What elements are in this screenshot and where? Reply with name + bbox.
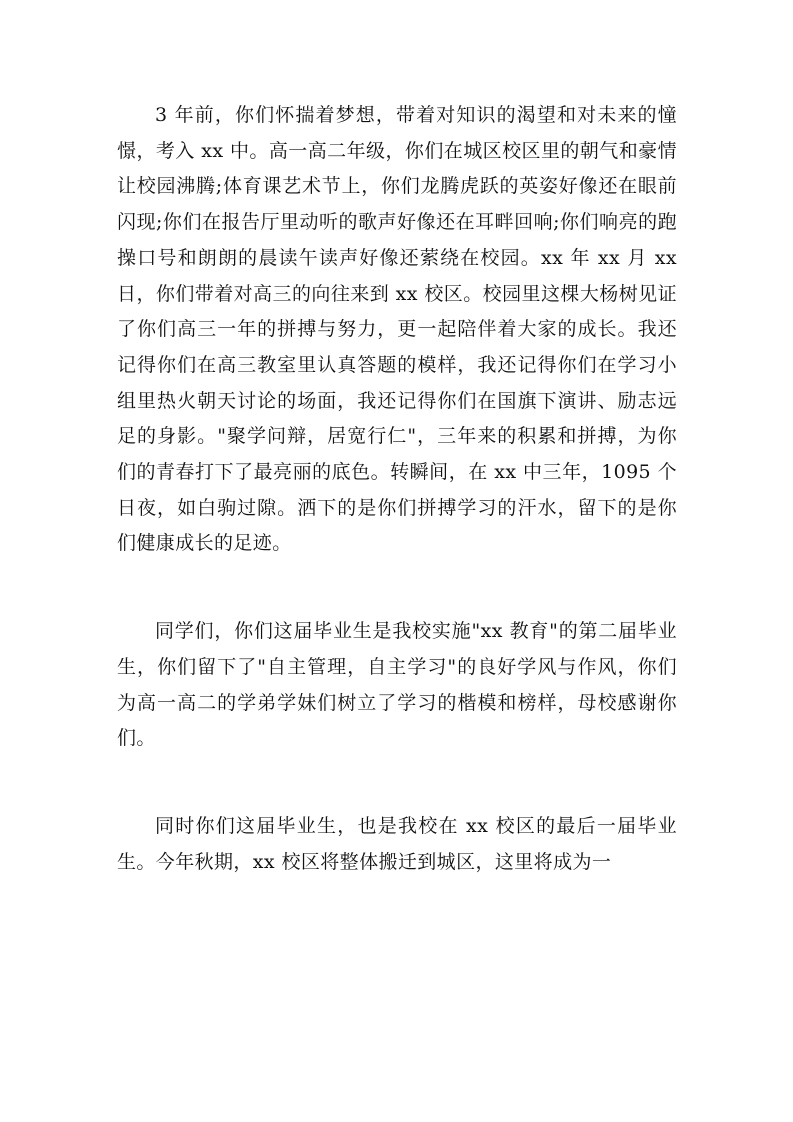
document-body [117, 98, 677, 880]
paragraph-graduates-thanks: 同学们，你们这届毕业生是我校实施"xx 教育"的第二届毕业生，你们留下了"自主管理，自主学习"的良好学风与作风，你们为高一高二的学弟学妹们树立了学习的楷模和榜样，母校感谢你们。 [117, 620, 677, 750]
paragraph-three-years: 3 年前，你们怀揣着梦想，带着对知识的渴望和对未来的憧憬，考入 xx 中。高一高二年级，你们在城区校区里的朝气和豪情让校园沸腾;体育课艺术节上，你们龙腾虎跃的英姿好像还在眼前闪现;你们在报告厅里动听的歌声好像还在耳畔回响;你们响亮的跑操口号和朗朗的晨读午读声好像还萦绕在校园。xx 年 xx 月 xx 日，你们带着对高三的向往来到 xx 校区。校园里这棵大杨树见证了你们高三一年的拼搏与努力，更一起陪伴着大家的成长。我还记得你们在高三教室里认真答题的模样，我还记得你们在学习小组里热火朝天讨论的场面，我还记得你们在国旗下演讲、励志远足的身影。"聚学问辩，居宽行仁"，三年来的积累和拼搏，为你们的青春打下了最亮丽的底色。转瞬间，在 xx 中三年，1095 个日夜，如白驹过隙。洒下的是你们拼搏学习的汗水，留下的是你们健康成长的足迹。 [117, 104, 677, 555]
paragraph-campus-relocation: 同时你们这届毕业生，也是我校在 xx 校区的最后一届毕业生。今年秋期，xx 校区将整体搬迁到城区，这里将成为一 [117, 814, 677, 873]
